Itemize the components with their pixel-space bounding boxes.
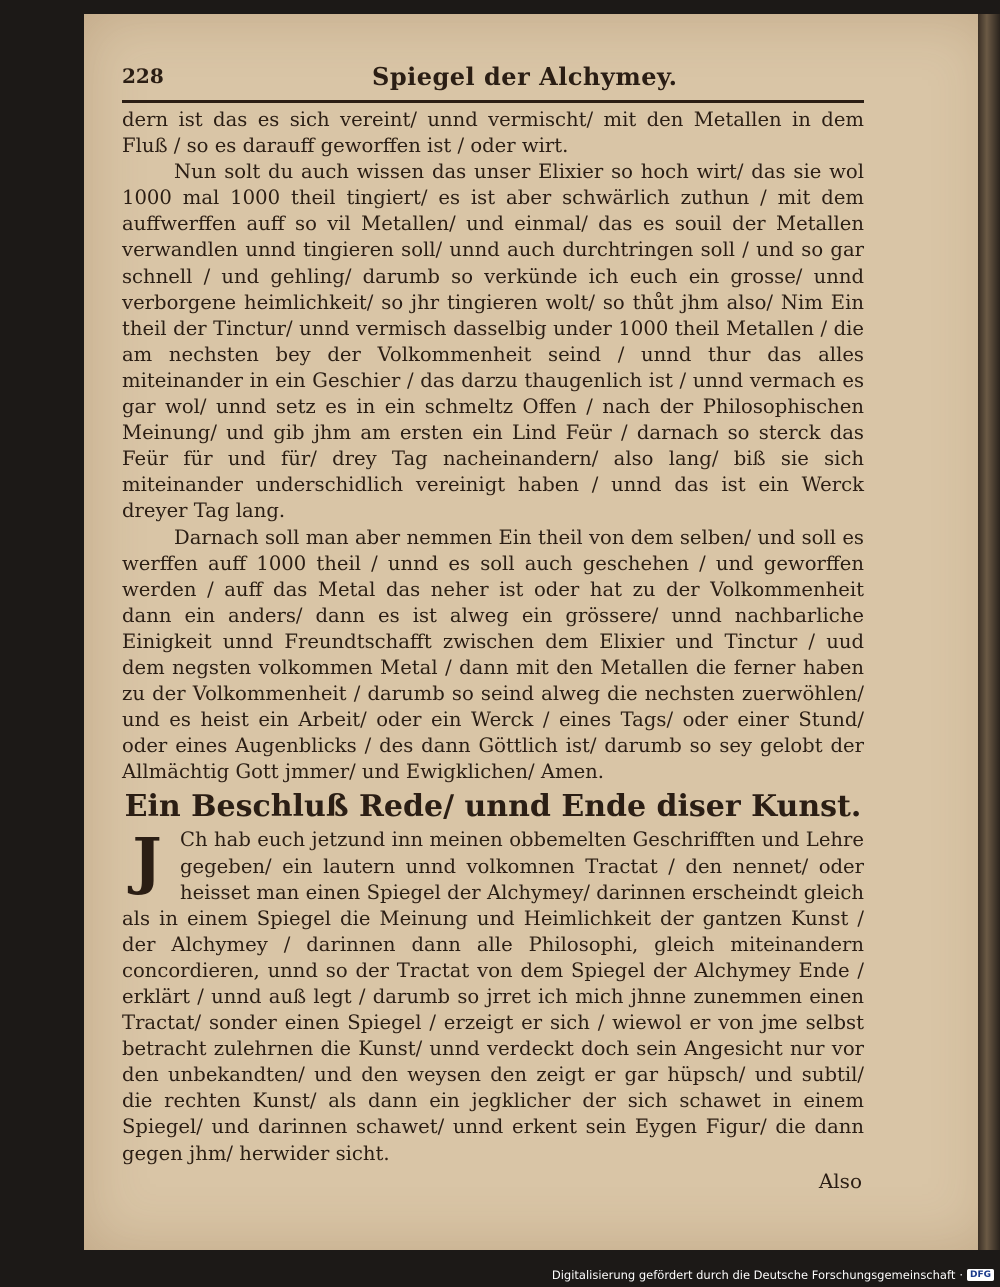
credit-text: Digitalisierung gefördert durch die Deutsche Forschungsgemeinschaft	[551, 1268, 956, 1282]
running-title: Spiegel der Alchymey.	[372, 62, 678, 91]
closing-paragraph: Ch hab euch jetzund inn meinen obbemelten Geschrifften und Lehre gegeben/ ein lautern unnd volkomnen Tractat / den nennet/ oder heisset man einen Spiegel der Alchymey/ darinnen erscheindt gleich als in einem Spiegel die Meinung und Heimlichkeit der gantzen Kunst / der Alchymey / darinnen dann alle Philosophi, gleich miteinandern concordieren, unnd so der Tractat von dem Spiegel der Alchymey Ende / erklärt / unnd auß legt / darumb so jrret ich mich jhnne zunemmen einen Tractat/ sonder einen Spiegel / erzeigt er sich / wiewol er von jme selbst betracht zulehrnen die Kunst/ unnd verdeckt doch sein Angesicht nur vor den unbekandten/ und den weysen den zeigt er gar hüpsch/ und subtil/ die rechten Kunst/ als dann ein jegklicher der sich schawet in einem Spiegel/ und darinnen schawet/ unnd erkent sein Eygen Figur/ die dann gegen jhm/ herwider sicht.	[122, 828, 864, 1165]
credit-separator: ·	[959, 1268, 963, 1282]
paragraph-1: dern ist das es sich vereint/ unnd vermischt/ mit den Metallen in dem Fluß / so es darauff geworffen ist / oder wirt.	[122, 108, 864, 158]
running-head	[122, 64, 864, 100]
digitization-credit	[552, 1268, 994, 1282]
section-heading: Ein Beschluß Rede/ unnd Ende diser Kunst.	[124, 789, 862, 825]
paragraph-3: Darnach soll man aber nemmen Ein theil von dem selben/ und soll es werffen auff 1000 theil / unnd es soll auch geschehen / und geworffen werden / auff das Metal das neher ist oder hat zu der Volkommenheit dann ein anders/ dann es ist alweg ein grössere/ unnd nachbarliche Einigkeit unnd Freundtschafft zwischen dem Elixier und Tinctur / uud dem negsten volkommen Metal / dann mit den Metallen die ferner haben zu der Volkommenheit / darumb so seind alweg die nechsten zuerwöhlen/ und es heist ein Arbeit/ oder ein Werck / eines Tags/ oder einer Stund/ oder eines Augenblicks / des dann Göttlich ist/ darumb so sey gelobt der Allmächtig Gott jmmer/ und Ewigklichen/ Amen.	[122, 525, 864, 784]
closing-section	[122, 824, 864, 1166]
page-text-block	[122, 64, 864, 1193]
catchword: Also	[818, 1168, 862, 1193]
dfg-logo: DFG	[967, 1269, 994, 1281]
header-rule	[122, 100, 864, 103]
decorated-initial: J	[132, 824, 162, 898]
book-edge	[978, 14, 1000, 1250]
page-number: 228	[122, 64, 164, 88]
paragraph-2: Nun solt du auch wissen das unser Elixier so hoch wirt/ das sie wol 1000 mal 1000 theil tingiert/ es ist aber schwärlich zuthun / mit dem auffwerffen auff so vil Metallen/ und einmal/ das es souil der Metallen verwandlen unnd tingieren soll/ unnd auch durchtringen soll / und so gar schnell / und gehling/ darumb so verkünde ich euch ein grosse/ unnd verborgene heimlichkeit/ so jhr tingieren wolt/ so thůt jhm also/ Nim Ein theil der Tinctur/ unnd vermisch dasselbig under 1000 theil Metallen / die am nechsten bey der Volkommenheit seind / unnd thur das alles miteinander in ein Geschier / das darzu thaugenlich ist / unnd vermach es gar wol/ unnd setz es in ein schmeltz Offen / nach der Philosophischen Meinung/ und gib jhm am ersten ein Lind Feür / darnach so sterck das Feür für und für/ drey Tag nacheinandern/ also lang/ biß sie sich miteinander underschidlich vereinigt haben / unnd das ist ein Werck dreyer Tag lang.	[122, 160, 864, 523]
